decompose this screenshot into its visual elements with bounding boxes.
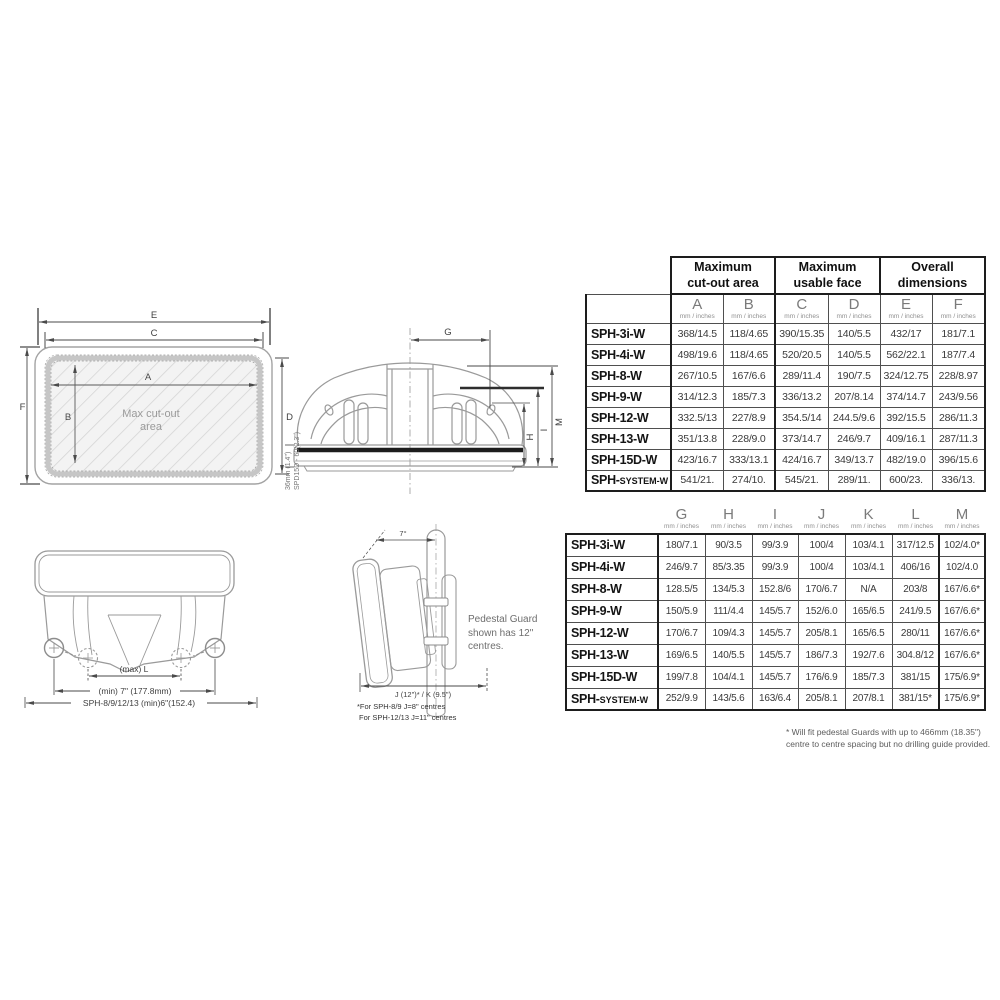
dimension-value: 152/6.0 (798, 600, 845, 622)
dim-label-a: A (144, 372, 152, 383)
dim-label-min-6: SPH-8/9/12/13 (min)6"(152.4) (82, 698, 196, 708)
dimension-value: 180/7.1 (658, 534, 705, 556)
model-name: SPH-8-W (586, 365, 671, 386)
table-row (586, 449, 985, 470)
dimension-value: 381/15 (892, 666, 939, 688)
caption-line3: centres. (468, 641, 504, 652)
dimension-value: 85/3.35 (705, 556, 752, 578)
dim-label-f: F (19, 402, 26, 413)
model-name: SPH-SYSTEM-W (586, 470, 671, 491)
dimension-value: 128.5/5 (658, 578, 705, 600)
dimension-value: 140/5.5 (705, 644, 752, 666)
model-name: SPH-4i-W (586, 344, 671, 365)
dim-label-i: I (539, 428, 550, 432)
mount-foot-right (193, 639, 225, 658)
dimension-value: 280/11 (892, 622, 939, 644)
dim-label-b: B (64, 412, 72, 423)
dimension-value: 176/6.9 (798, 666, 845, 688)
dimension-value: 192/7.6 (845, 644, 892, 666)
dimension-value: 304.8/12 (892, 644, 939, 666)
dimension-value: 111/4.4 (705, 600, 752, 622)
dimension-value: 333/13.1 (723, 449, 775, 470)
clamp-upper (424, 598, 448, 606)
dimension-value: 374/14.7 (880, 386, 932, 407)
dimension-value: 286/11.3 (932, 407, 985, 428)
side-note-line2: For SPH-12/13 J=11" centres (359, 713, 457, 722)
dimension-value: 170/6.7 (658, 622, 705, 644)
dimension-value: 482/19.0 (880, 449, 932, 470)
dimension-value: N/A (845, 578, 892, 600)
dimension-value: 187/7.4 (932, 344, 985, 365)
dimension-value: 169/6.5 (658, 644, 705, 666)
dimension-value: 332.5/13 (671, 407, 723, 428)
dimension-value: 102/4.0 (939, 556, 985, 578)
dimension-value: 545/21. (775, 470, 828, 491)
dimension-value: 228/8.97 (932, 365, 985, 386)
dimension-value: 205/8.1 (798, 622, 845, 644)
column-header: G mm / inches (663, 506, 700, 530)
dimension-value: 165/6.5 (845, 600, 892, 622)
dimension-value: 241/9.5 (892, 600, 939, 622)
table-row (586, 344, 985, 365)
dim-label-e: E (150, 310, 158, 321)
dimension-value: 289/11.4 (775, 365, 828, 386)
table-row (586, 407, 985, 428)
dimension-value: 185/7.3 (845, 666, 892, 688)
dimension-value: 373/14.7 (775, 428, 828, 449)
column-header: K mm / inches (850, 506, 887, 530)
dimension-value: 140/5.5 (828, 323, 880, 344)
table-row (586, 428, 985, 449)
dimension-value: 243/9.56 (932, 386, 985, 407)
dimension-value: 145/5.7 (752, 622, 798, 644)
dimension-value: 267/10.5 (671, 365, 723, 386)
dim-label-angle: 7° (399, 529, 407, 538)
dimension-value: 252/9.9 (658, 688, 705, 710)
column-group-header: Overall dimensions (880, 257, 985, 294)
dimension-value: 185/7.3 (723, 386, 775, 407)
dim-label-h: H (525, 433, 536, 441)
dimension-value: 432/17 (880, 323, 932, 344)
base-note-line2: SPD15D - 60(2.3") (294, 431, 301, 490)
dimension-value: 336/13. (932, 470, 985, 491)
table-row (586, 323, 985, 344)
footnote-line2: centre to centre spacing but no drilling guide provided. (786, 738, 991, 749)
rear-view-diagram (282, 322, 572, 507)
dim-label-max-l: (max) L (119, 664, 149, 674)
table-row (566, 556, 985, 578)
table-row (566, 534, 985, 556)
column-header: E mm / inches (880, 294, 932, 323)
dimension-value: 175/6.9* (939, 666, 985, 688)
table-row (566, 666, 985, 688)
dimension-value: 600/23. (880, 470, 932, 491)
dimension-value: 409/16.1 (880, 428, 932, 449)
dimension-value: 134/5.3 (705, 578, 752, 600)
dimension-value: 396/15.6 (932, 449, 985, 470)
dimension-value: 167/6.6* (939, 622, 985, 644)
dimension-value: 100/4 (798, 556, 845, 578)
dim-label-c: C (150, 328, 158, 339)
dimension-value: 314/12.3 (671, 386, 723, 407)
dimension-value: 228/9.0 (723, 428, 775, 449)
dimension-value: 103/4.1 (845, 534, 892, 556)
pedestal-guard-footnote (786, 727, 996, 750)
dimension-value: 163/6.4 (752, 688, 798, 710)
dimension-value: 381/15* (892, 688, 939, 710)
dimension-value: 207/8.14 (828, 386, 880, 407)
dimension-value: 541/21. (671, 470, 723, 491)
model-name: SPH-8-W (566, 578, 658, 600)
cutout-table (585, 256, 986, 492)
dimension-value: 99/3.9 (752, 556, 798, 578)
dimension-value: 244.5/9.6 (828, 407, 880, 428)
table-row (566, 688, 985, 710)
model-name: SPH-15D-W (566, 666, 658, 688)
mounting-table-body (566, 504, 985, 710)
model-name: SPH-9-W (586, 386, 671, 407)
column-header: F mm / inches (932, 294, 985, 323)
dimension-value: 190/7.5 (828, 365, 880, 386)
dim-label-min-7: (min) 7" (177.8mm) (98, 686, 172, 696)
dim-label-g: G (444, 327, 452, 338)
column-header: B mm / inches (723, 294, 775, 323)
dimension-value: 109/4.3 (705, 622, 752, 644)
dimension-value: 520/20.5 (775, 344, 828, 365)
dimension-value: 99/3.9 (752, 534, 798, 556)
dimension-value: 246/9.7 (658, 556, 705, 578)
dimension-value: 354.5/14 (775, 407, 828, 428)
dimension-value: 289/11. (828, 470, 880, 491)
column-header: H mm / inches (710, 506, 747, 530)
column-header: C mm / inches (775, 294, 828, 323)
model-name: SPH-12-W (586, 407, 671, 428)
cutout-area-label-line2: area (139, 421, 163, 433)
dimension-value: 167/6.6 (723, 365, 775, 386)
clamp-lower (424, 637, 448, 645)
model-name: SPH-15D-W (586, 449, 671, 470)
dimension-value: 90/3.5 (705, 534, 752, 556)
dimension-value: 103/4.1 (845, 556, 892, 578)
model-name: SPH-9-W (566, 600, 658, 622)
dimension-value: 207/8.1 (845, 688, 892, 710)
mounting-table (565, 504, 986, 711)
dimension-value: 392/15.5 (880, 407, 932, 428)
dimension-value: 287/11.3 (932, 428, 985, 449)
pod-side-outline (352, 553, 439, 689)
side-note-line1: *For SPH-8/9 J=8" centres (357, 702, 446, 711)
caption-line2: shown has 12" (468, 627, 534, 639)
dimension-value: 170/6.7 (798, 578, 845, 600)
dimension-value: 368/14.5 (671, 323, 723, 344)
column-header: J mm / inches (803, 506, 840, 530)
table-row (586, 386, 985, 407)
model-name: SPH-12-W (566, 622, 658, 644)
model-name: SPH-13-W (586, 428, 671, 449)
table-row (566, 622, 985, 644)
dimension-value: 145/5.7 (752, 666, 798, 688)
table-row (566, 578, 985, 600)
dimension-value: 145/5.7 (752, 600, 798, 622)
model-name: SPH-4i-W (566, 556, 658, 578)
dimension-value: 100/4 (798, 534, 845, 556)
dimension-value: 165/6.5 (845, 622, 892, 644)
pod-front-outline (35, 551, 234, 672)
dimension-value: 205/8.1 (798, 688, 845, 710)
dimension-value: 102/4.0* (939, 534, 985, 556)
dimension-value: 104/4.1 (705, 666, 752, 688)
column-group-header: Maximum cut-out area (671, 257, 775, 294)
column-header: M mm / inches (944, 506, 980, 530)
column-header: I mm / inches (757, 506, 793, 530)
dimension-value: 167/6.6* (939, 644, 985, 666)
dimension-value: 324/12.75 (880, 365, 932, 386)
dimension-value: 167/6.6* (939, 578, 985, 600)
dimension-value: 390/15.35 (775, 323, 828, 344)
cutout-area-label-line1: Max cut-out (122, 408, 180, 420)
dimension-value: 406/16 (892, 556, 939, 578)
column-group-header: Maximum usable face (775, 257, 880, 294)
dimension-value: 143/5.6 (705, 688, 752, 710)
column-header: A mm / inches (671, 294, 723, 323)
cutout-table-body (586, 257, 985, 491)
dimension-value: 140/5.5 (828, 344, 880, 365)
dim-label-d: D (286, 412, 293, 423)
dimension-value: 336/13.2 (775, 386, 828, 407)
dimension-value: 118/4.65 (723, 323, 775, 344)
table-row (566, 600, 985, 622)
dim-label-jk: J (12")* / K (9.5") (394, 690, 452, 699)
dimension-value: 349/13.7 (828, 449, 880, 470)
dimension-value: 317/12.5 (892, 534, 939, 556)
base-note-line1: 36mm (1.4") (285, 451, 292, 490)
model-name: SPH-SYSTEM-W (566, 688, 658, 710)
table-row (586, 470, 985, 491)
dimension-value: 118/4.65 (723, 344, 775, 365)
dim-label-m: M (554, 418, 565, 426)
dimension-value: 150/5.9 (658, 600, 705, 622)
model-name: SPH-13-W (566, 644, 658, 666)
dimension-value: 152.8/6 (752, 578, 798, 600)
dimension-value: 203/8 (892, 578, 939, 600)
dimension-value: 145/5.7 (752, 644, 798, 666)
dimension-value: 351/13.8 (671, 428, 723, 449)
dimension-value: 167/6.6* (939, 600, 985, 622)
model-name: SPH-3i-W (566, 534, 658, 556)
dimension-value: 423/16.7 (671, 449, 723, 470)
footnote-line1: * Will fit pedestal Guards with up to 466mm (18.35") (786, 727, 981, 737)
dimension-value: 175/6.9* (939, 688, 985, 710)
dimension-value: 181/7.1 (932, 323, 985, 344)
front-view-diagram (18, 545, 268, 717)
model-name: SPH-3i-W (586, 323, 671, 344)
dimension-value: 246/9.7 (828, 428, 880, 449)
dimension-value: 199/7.8 (658, 666, 705, 688)
mount-plate (442, 575, 456, 669)
dimension-value: 424/16.7 (775, 449, 828, 470)
dimension-value: 274/10. (723, 470, 775, 491)
table-row (566, 644, 985, 666)
cutout-area-diagram (18, 298, 294, 513)
table-row (586, 365, 985, 386)
dimension-value: 227/8.9 (723, 407, 775, 428)
column-header: L mm / inches (897, 506, 934, 530)
dimension-value: 562/22.1 (880, 344, 932, 365)
caption-line1: Pedestal Guard (468, 614, 538, 625)
column-header: D mm / inches (828, 294, 880, 323)
dimension-value: 186/7.3 (798, 644, 845, 666)
dimension-value: 498/19.6 (671, 344, 723, 365)
pedestal-guard-caption (468, 613, 538, 654)
mount-foot-left (45, 639, 77, 658)
